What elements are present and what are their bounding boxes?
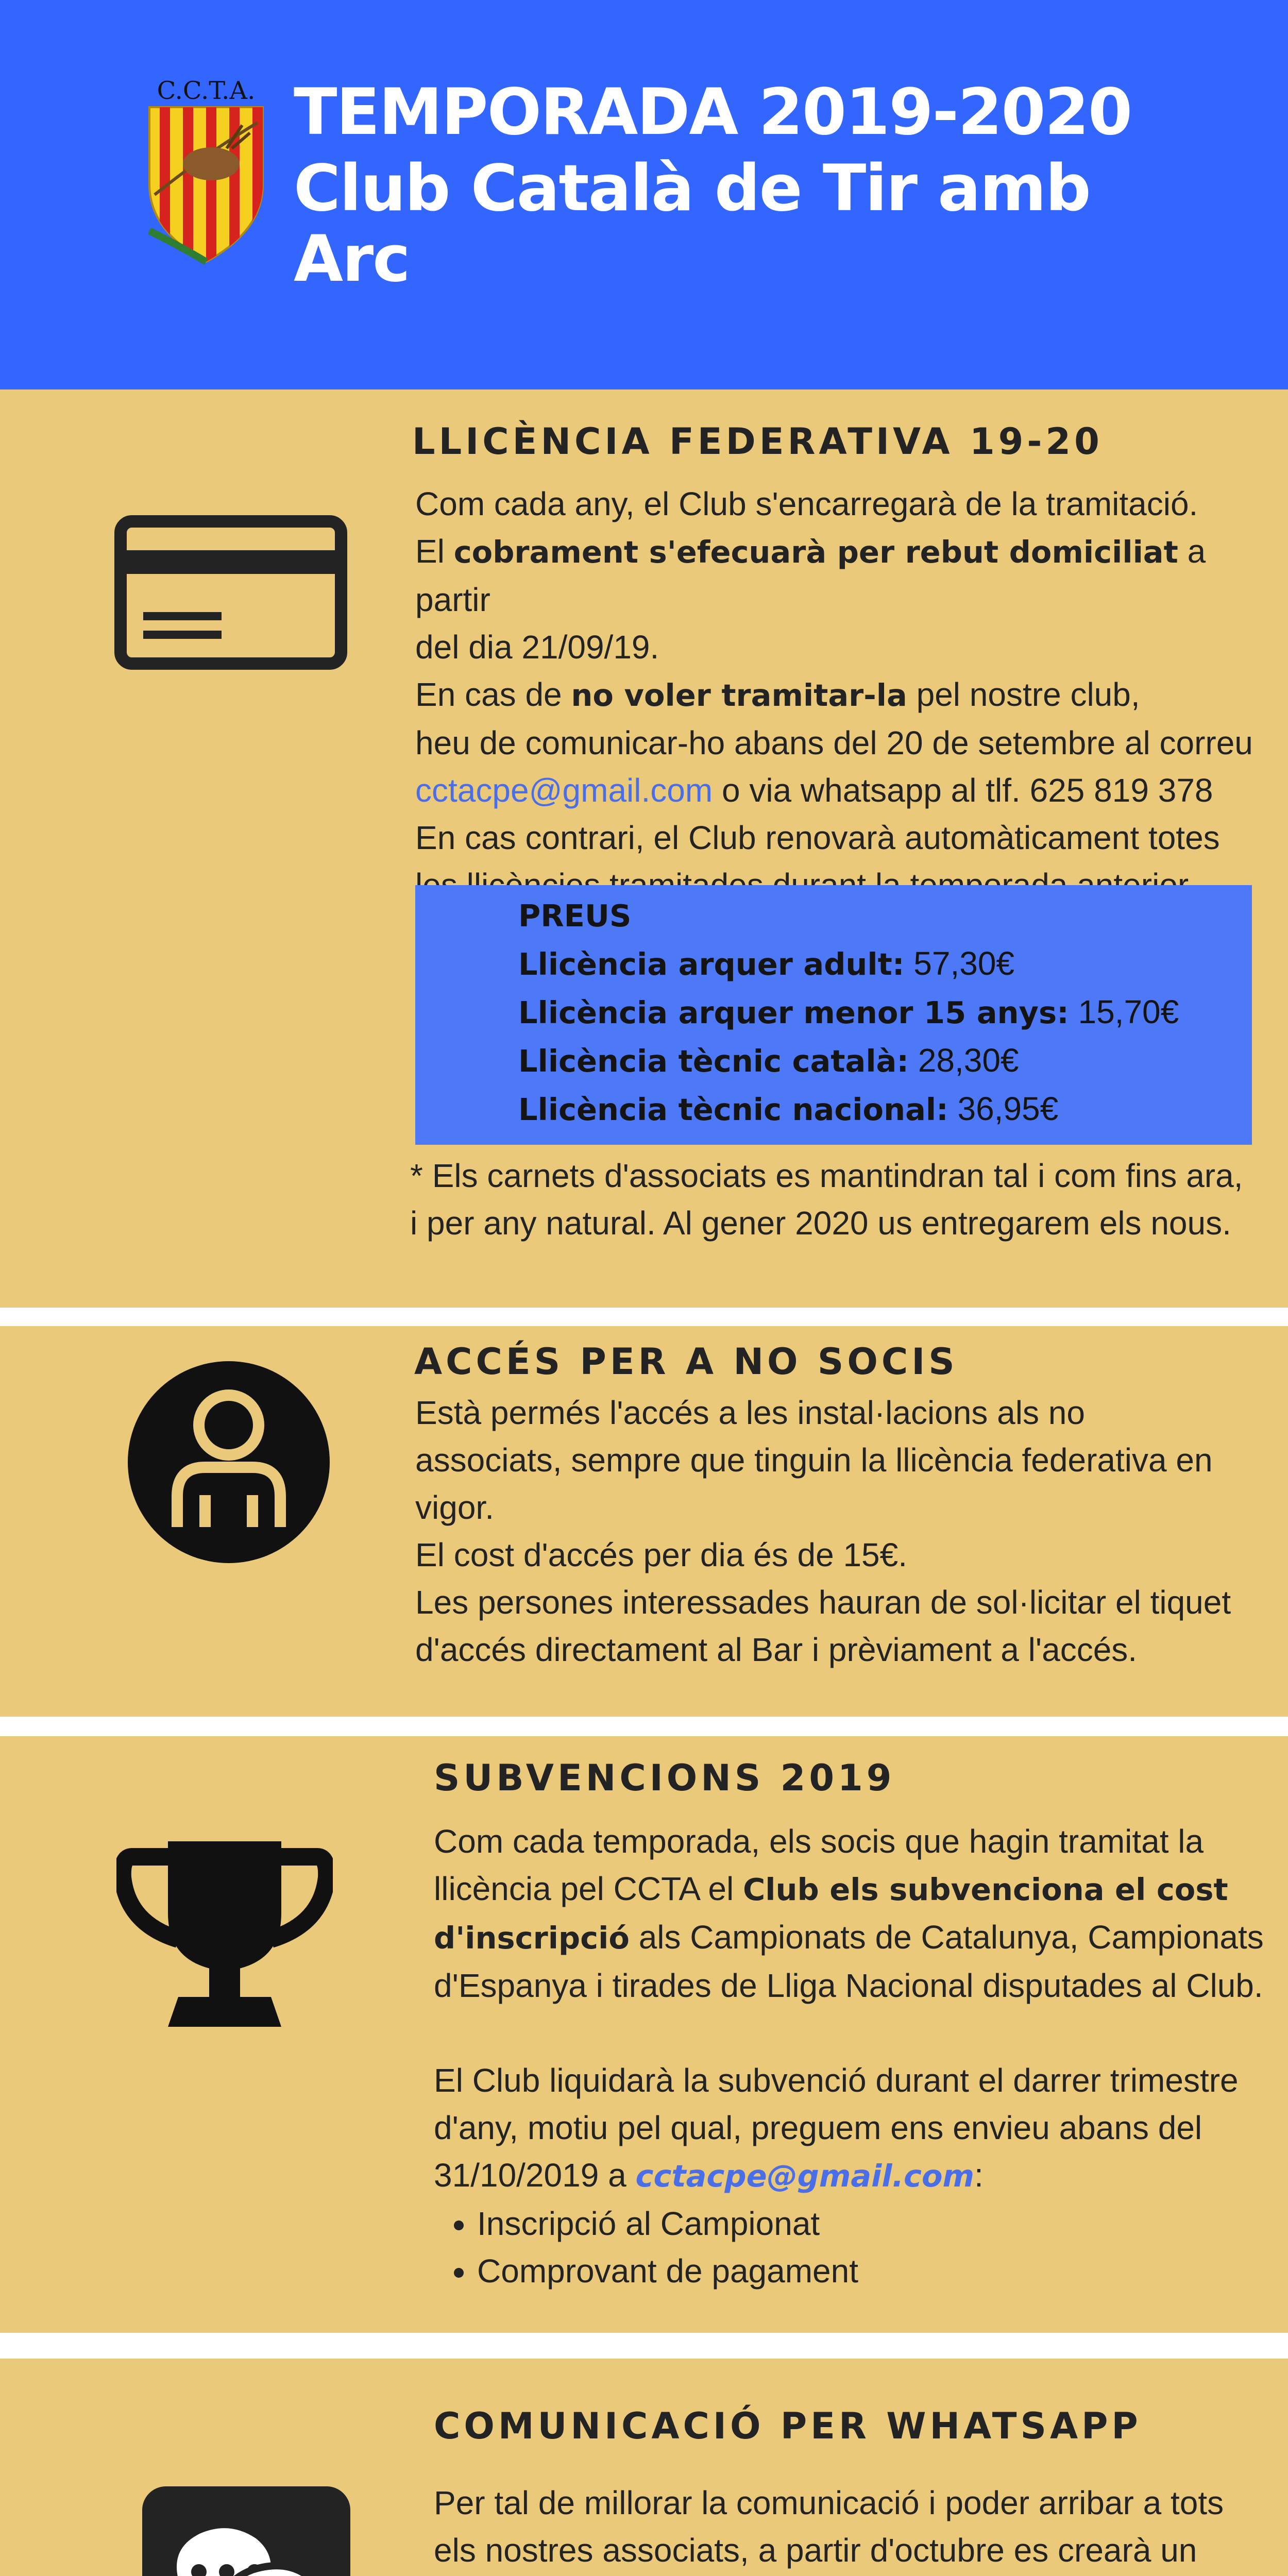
section-whatsapp xyxy=(0,2359,1288,2576)
text-line: cctacpe@gmail.com o via whatsapp al tlf. 625 819 378 xyxy=(415,772,1213,809)
text-line: 31/10/2019 a cctacpe@gmail.com: xyxy=(434,2157,984,2194)
text-line: Està permés l'accés a les instal·lacions als no xyxy=(415,1394,1085,1431)
header-banner xyxy=(0,0,1288,389)
text-line xyxy=(434,2574,1279,2576)
title-line-1: TEMPORADA 2019-2020 xyxy=(294,75,1132,149)
llicencia-text xyxy=(415,480,1265,909)
text-line: El Club liquidarà la subvenció durant el darrer trimestre xyxy=(434,2062,1239,2099)
text-line: Com cada any, el Club s'encarregarà de la tramitació. xyxy=(415,485,1198,522)
subvencions-text xyxy=(434,1818,1279,2295)
text-line: El cobrament s'efecuarà per rebut domiciliat a partir xyxy=(415,533,1206,618)
price-row: Llicència tècnic català: 28,30€ xyxy=(518,1042,1019,1079)
title-line-2: Club Català de Tir amb Arc xyxy=(294,151,1090,296)
email-link[interactable]: cctacpe@gmail.com xyxy=(635,2158,975,2194)
whatsapp-text xyxy=(434,2479,1279,2576)
club-logo xyxy=(139,76,273,267)
text-line: del dia 21/09/19. xyxy=(415,629,659,666)
section-heading-llicencia: LLICÈNCIA FEDERATIVA 19-20 xyxy=(412,420,1103,463)
section-heading-whatsapp: COMUNICACIÓ PER WHATSAPP xyxy=(434,2405,1142,2447)
llicencia-note xyxy=(410,1152,1276,1247)
acces-text xyxy=(415,1389,1265,1673)
requirements-list xyxy=(434,2200,1279,2295)
text-line: d'accés directament al Bar i prèviament a l'accés. xyxy=(415,1631,1138,1668)
list-item: • Comprovant de pagament xyxy=(477,2247,1279,2295)
text-line: Les persones interessades hauran de sol·licitar el tiquet xyxy=(415,1584,1231,1621)
text-line: llicència pel CCTA el Club els subvenciona el cost xyxy=(434,1870,1228,1907)
page-title xyxy=(294,77,1221,294)
section-subvencions xyxy=(0,1736,1288,2333)
text-line: heu de comunicar-ho abans del 20 de setembre al correu xyxy=(415,724,1253,761)
logo-text: C.C.T.A. xyxy=(157,76,256,105)
prices-heading: PREUS xyxy=(518,898,632,934)
text-line: d'inscripció als Campionats de Catalunya, Campionats xyxy=(434,1919,1264,1956)
credit-card-icon xyxy=(114,515,347,672)
section-llicencia xyxy=(0,389,1288,1308)
email-link[interactable]: cctacpe@gmail.com xyxy=(415,772,713,809)
text-line: Per tal de millorar la comunicació i poder arribar a tots xyxy=(434,2484,1224,2521)
text-line: El cost d'accés per dia és de 15€. xyxy=(415,1536,907,1573)
price-row: Llicència arquer adult: 57,30€ xyxy=(518,945,1014,982)
list-item: • Inscripció al Campionat xyxy=(477,2200,1279,2247)
text-line: els nostres associats, a partir d'octubre es crearà un xyxy=(434,2532,1197,2569)
section-acces xyxy=(0,1326,1288,1717)
text-line: d'Espanya i tirades de Lliga Nacional disputades al Club. xyxy=(434,1967,1263,2004)
text-line: * Els carnets d'associats es mantindran tal i com fins ara, xyxy=(410,1157,1243,1194)
text-line: En cas de no voler tramitar-la pel nostre club, xyxy=(415,676,1140,713)
text-line: En cas contrari, el Club renovarà automàticament totes xyxy=(415,819,1220,856)
text-line: Com cada temporada, els socis que hagin tramitat la xyxy=(434,1823,1204,1860)
section-heading-acces: ACCÉS PER A NO SOCIS xyxy=(414,1341,958,1383)
text-line: vigor. xyxy=(415,1489,494,1526)
price-row: Llicència arquer menor 15 anys: 15,70€ xyxy=(518,993,1179,1030)
text-line: associats, sempre que tinguin la llicència federativa en xyxy=(415,1442,1213,1479)
section-heading-subvencions: SUBVENCIONS 2019 xyxy=(434,1757,895,1799)
price-row: Llicència tècnic nacional: 36,95€ xyxy=(518,1090,1059,1127)
text-line: i per any natural. Al gener 2020 us entregarem els nous. xyxy=(410,1205,1231,1242)
trophy-icon xyxy=(116,1836,333,2035)
prices-box xyxy=(415,885,1252,1145)
person-icon xyxy=(128,1361,330,1566)
chat-bubbles-icon xyxy=(142,2486,350,2576)
text-line: d'any, motiu pel qual, preguem ens envieu abans del xyxy=(434,2109,1202,2146)
